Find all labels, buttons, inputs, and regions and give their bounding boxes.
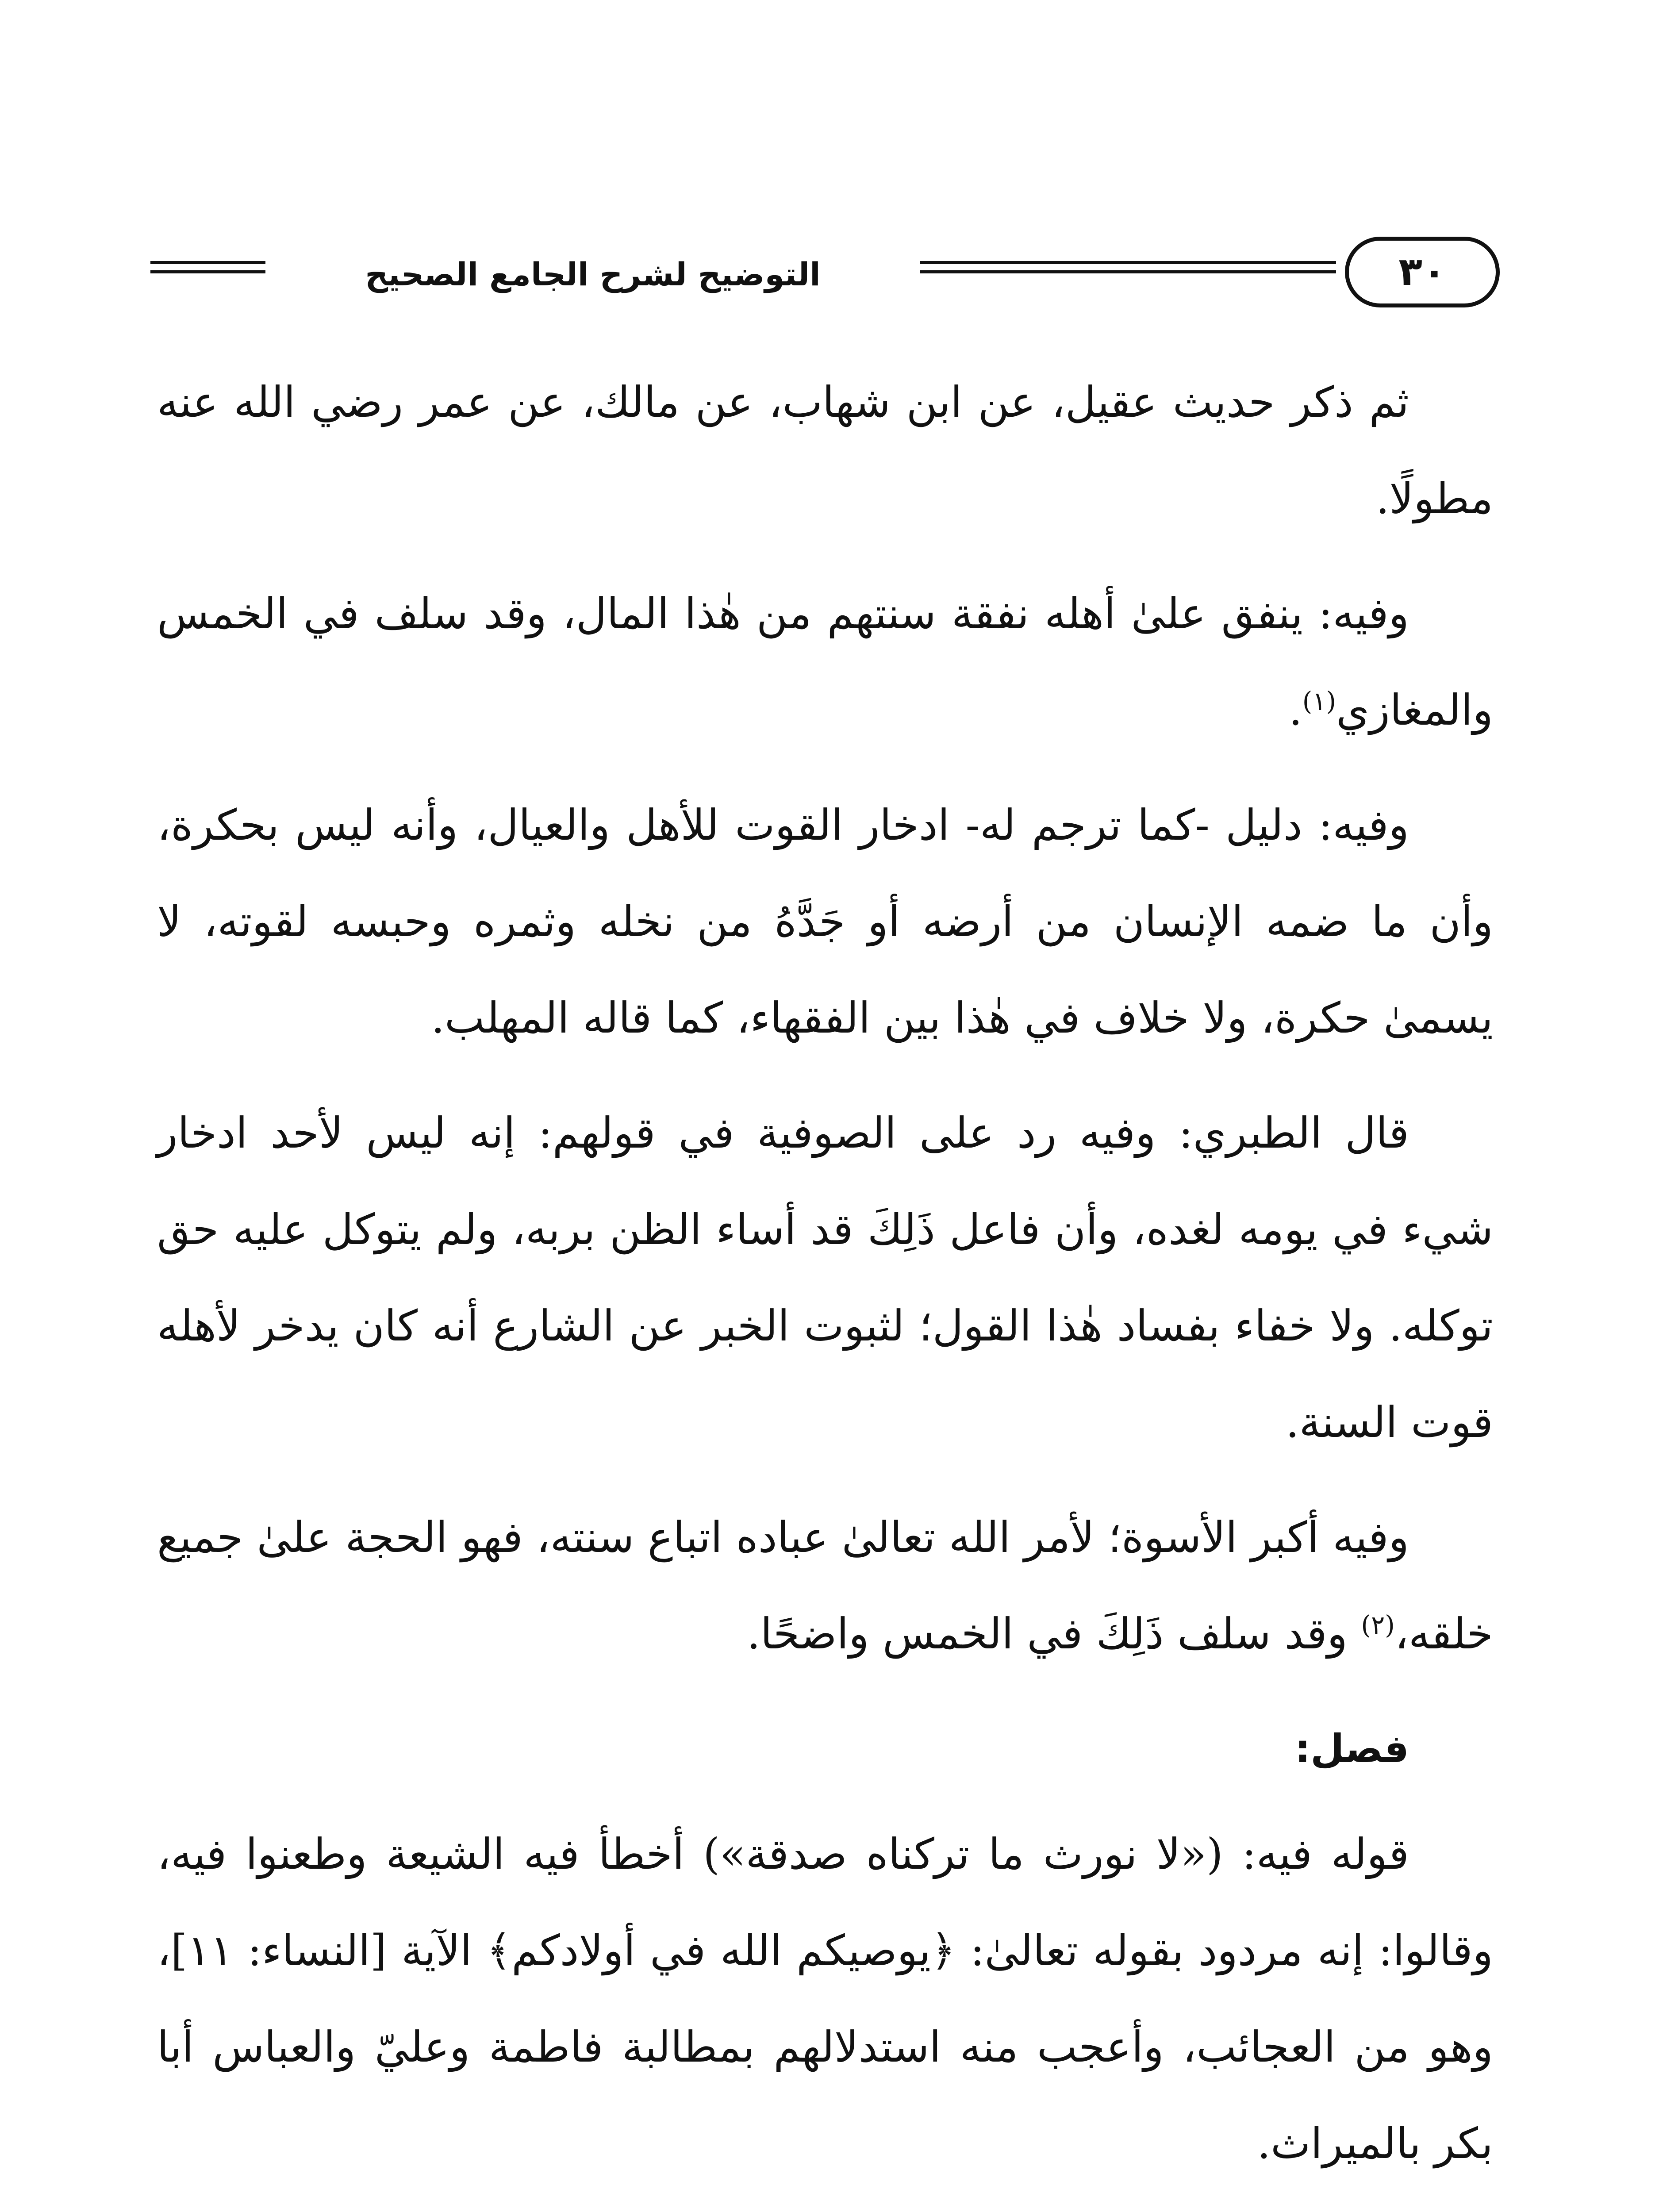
paragraph-1-text: ثم ذكر حديث عقيل، عن ابن شهاب، عن مالك، عن عمر رضي الله عنه مطولًا. xyxy=(157,377,1493,523)
paragraph-1 xyxy=(157,354,1493,547)
section-heading: فصل: xyxy=(1294,1726,1409,1771)
paragraph-5 xyxy=(157,1489,1493,1682)
paragraph-3-text: وفيه: دليل -كما ترجم له- ادخار القوت للأهل والعيال، وأنه ليس بحكرة، وأن ما ضمه الإنسان من أرضه أو جَدَّهُ من نخله وثمره وحبسه لقوته، لا يسمىٰ حكرة، ولا خلاف في هٰذا بين الفقهاء، كما قاله المهلب. xyxy=(157,800,1493,1043)
paragraph-4 xyxy=(157,1085,1493,1471)
running-title: التوضيح لشرح الجامع الصحيح xyxy=(365,256,821,293)
footnote-ref-1: (١) xyxy=(1302,686,1336,716)
paragraph-5-end: وقد سلف ذَلِكَ في الخمس واضحًا. xyxy=(747,1609,1361,1659)
paragraph-6 xyxy=(157,1806,1493,2192)
paragraph-4-text: قال الطبري: وفيه رد على الصوفية في قولهم: إنه ليس لأحد ادخار شيء في يومه لغده، وأن فاعل ذَلِكَ قد أساء الظن بربه، ولم يتوكل عليه حق توكله. ولا خفاء بفساد هٰذا القول؛ لثبوت الخبر عن الشارع أنه كان يدخر لأهله قوت السنة. xyxy=(157,1108,1493,1447)
page-header xyxy=(150,230,1495,327)
paragraph-2-text: وفيه: ينفق علىٰ أهله نفقة سنتهم من هٰذا المال، وقد سلف في الخمس والمغازي xyxy=(157,589,1493,735)
paragraph-3 xyxy=(157,777,1493,1066)
paragraph-5-text: وفيه أكبر الأسوة؛ لأمر الله تعالىٰ عباده اتباع سنته، فهو الحجة علىٰ جميع خلقه، xyxy=(157,1513,1493,1659)
body-text xyxy=(157,354,1493,2210)
footnote-ref-2: (٢) xyxy=(1361,1610,1395,1640)
paragraph-6-text: قوله فيه: («لا نورث ما تركناه صدقة») أخطأ فيه الشيعة وطعنوا فيه، وقالوا: إنه مردود بقوله تعالىٰ: ﴿يوصيكم الله في أولادكم﴾ الآية [النساء: ١١]، وهو من العجائب، وأعجب منه استدلالهم بمطالبة فاطمة وعليّ والعباس أبا بكر بالميراث. xyxy=(157,1829,1494,2168)
header-rule-middle xyxy=(920,261,1336,264)
paragraph-2-end: . xyxy=(1289,685,1302,735)
page-number: ٣٠ xyxy=(1345,237,1500,307)
paragraph-2 xyxy=(157,565,1493,758)
header-rule-left xyxy=(150,261,265,264)
